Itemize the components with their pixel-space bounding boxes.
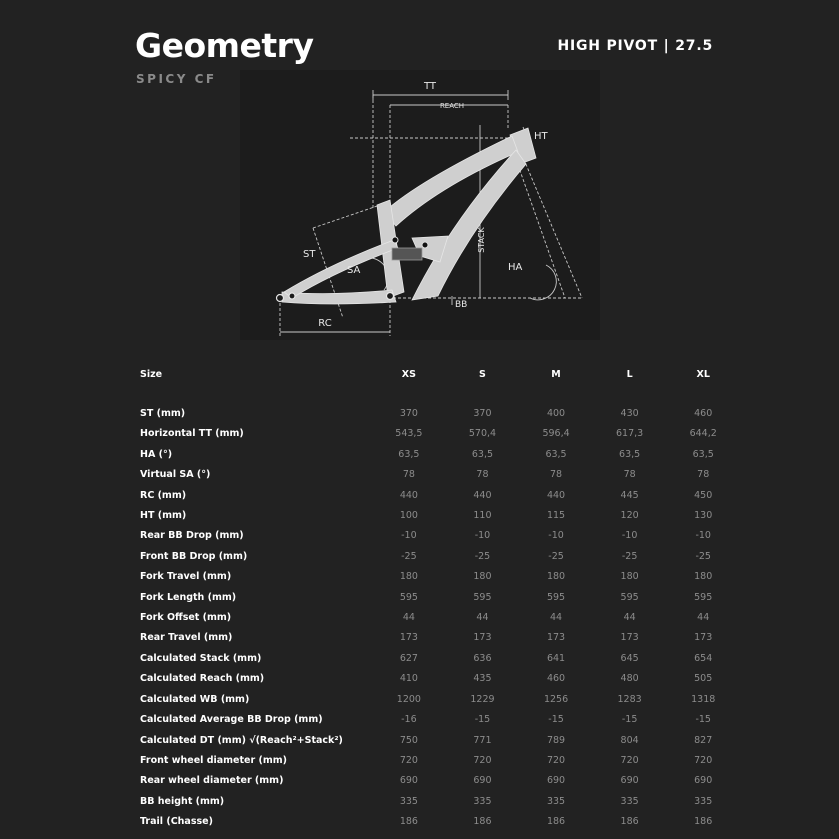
cell-value: 78 xyxy=(402,469,415,481)
cell-value: 690 xyxy=(399,775,418,787)
cell-value: -15 xyxy=(474,714,491,726)
table-row xyxy=(130,445,740,465)
cell-value: 63,5 xyxy=(619,448,641,460)
cell-value: -10 xyxy=(401,530,417,542)
cell-value: -15 xyxy=(695,714,711,726)
cell-value: 130 xyxy=(694,510,713,522)
cell-value: 370 xyxy=(399,408,418,419)
ha-label: HA xyxy=(508,262,523,273)
cell-value: 370 xyxy=(473,408,492,419)
cell-value: -25 xyxy=(621,550,638,562)
cell-value: 570,4 xyxy=(468,428,497,440)
cell-value: 1283 xyxy=(617,693,642,705)
table-row xyxy=(130,588,740,608)
cell-value: 636 xyxy=(473,652,492,664)
cell-value: 627 xyxy=(399,652,418,664)
row-label: Horizontal TT (mm) xyxy=(140,428,244,440)
table-row xyxy=(130,567,740,587)
row-label: HT (mm) xyxy=(140,510,187,522)
row-label: Fork Offset (mm) xyxy=(140,612,232,624)
platform-badge: HIGH PIVOT | 27.5 xyxy=(557,38,713,54)
cell-value: 595 xyxy=(546,591,566,603)
size-header-xs: XS xyxy=(401,368,416,380)
page-title: Geometry xyxy=(135,26,314,65)
cell-value: 789 xyxy=(546,734,566,746)
cell-value: 173 xyxy=(399,632,418,644)
sa-label: SA xyxy=(347,265,361,276)
cell-value: 827 xyxy=(694,734,713,746)
row-label: Calculated Stack (mm) xyxy=(140,652,262,664)
stack-label: STACK xyxy=(477,227,486,253)
table-row xyxy=(130,812,740,832)
cell-value: 173 xyxy=(473,632,492,644)
table-row xyxy=(130,669,740,689)
table-row xyxy=(130,690,740,710)
cell-value: 115 xyxy=(546,510,566,522)
cell-value: -15 xyxy=(548,714,564,726)
cell-value: -25 xyxy=(401,550,417,562)
cell-value: 460 xyxy=(694,408,713,419)
ht-label: HT xyxy=(534,131,548,142)
row-label: BB height (mm) xyxy=(140,795,225,807)
cell-value: 435 xyxy=(473,673,492,685)
cell-value: 100 xyxy=(399,510,418,522)
cell-value: -15 xyxy=(621,714,638,726)
header-spacer xyxy=(130,386,740,404)
table-row xyxy=(130,792,740,812)
row-label: Calculated Average BB Drop (mm) xyxy=(140,714,323,726)
cell-value: 750 xyxy=(399,734,418,746)
row-label: Rear wheel diameter (mm) xyxy=(140,775,284,787)
row-label: Trail (Chasse) xyxy=(140,816,213,828)
cell-value: 771 xyxy=(473,734,492,746)
row-label: RC (mm) xyxy=(140,489,187,501)
row-label: Front wheel diameter (mm) xyxy=(140,754,287,766)
cell-value: 720 xyxy=(399,754,418,766)
cell-value: 480 xyxy=(620,673,639,685)
row-label: Virtual SA (°) xyxy=(140,469,211,481)
cell-value: 186 xyxy=(473,816,492,828)
table-row xyxy=(130,424,740,444)
cell-value: 450 xyxy=(694,489,713,501)
row-label: Calculated DT (mm) √(Reach²+Stack²) xyxy=(140,734,343,746)
size-header-row xyxy=(130,364,740,386)
cell-value: 173 xyxy=(620,632,639,644)
size-header-l: L xyxy=(626,368,633,380)
cell-value: 440 xyxy=(399,489,418,501)
cell-value: -16 xyxy=(401,714,417,726)
cell-value: 804 xyxy=(620,734,639,746)
cell-value: 440 xyxy=(546,489,566,501)
table-row xyxy=(130,506,740,526)
cell-value: 180 xyxy=(473,571,492,583)
bb-label: BB xyxy=(455,300,468,310)
cell-value: -25 xyxy=(695,550,711,562)
size-header-s: S xyxy=(479,368,486,380)
cell-value: 690 xyxy=(694,775,713,787)
cell-value: -10 xyxy=(548,530,564,542)
reach-label: REACH xyxy=(439,102,465,110)
cell-value: -10 xyxy=(621,530,638,542)
row-label: Fork Travel (mm) xyxy=(140,571,232,583)
cell-value: 595 xyxy=(694,591,713,603)
table-row xyxy=(130,486,740,506)
cell-value: 110 xyxy=(473,510,492,522)
cell-value: -10 xyxy=(474,530,491,542)
table-row xyxy=(130,751,740,771)
cell-value: 1318 xyxy=(691,693,716,705)
cell-value: 1229 xyxy=(470,693,495,705)
cell-value: 78 xyxy=(623,469,636,481)
row-label: Calculated Reach (mm) xyxy=(140,673,265,685)
table-row xyxy=(130,547,740,567)
geometry-diagram xyxy=(240,70,600,340)
rc-label: RC xyxy=(318,318,332,329)
row-label: ST (mm) xyxy=(140,408,186,419)
cell-value: 78 xyxy=(476,469,489,481)
cell-value: 400 xyxy=(546,408,566,419)
row-label: Fork Length (mm) xyxy=(140,591,237,603)
cell-value: 180 xyxy=(620,571,639,583)
cell-value: 173 xyxy=(546,632,566,644)
cell-value: -10 xyxy=(695,530,711,542)
tt-label: TT xyxy=(423,81,437,92)
cell-value: 410 xyxy=(399,673,418,685)
row-label: Rear BB Drop (mm) xyxy=(140,530,244,542)
cell-value: 63,5 xyxy=(692,448,714,460)
table-row xyxy=(130,649,740,669)
cell-value: 645 xyxy=(620,652,639,664)
cell-value: 180 xyxy=(694,571,713,583)
cell-value: 440 xyxy=(473,489,492,501)
table-row xyxy=(130,771,740,791)
table-row xyxy=(130,526,740,546)
cell-value: 173 xyxy=(694,632,713,644)
cell-value: 120 xyxy=(620,510,639,522)
cell-value: 186 xyxy=(546,816,566,828)
cell-value: 180 xyxy=(399,571,418,583)
cell-value: 63,5 xyxy=(545,448,567,460)
table-row xyxy=(130,608,740,628)
cell-value: 44 xyxy=(549,612,563,624)
cell-value: 186 xyxy=(694,816,713,828)
table-row xyxy=(130,465,740,485)
cell-value: 690 xyxy=(546,775,566,787)
cell-value: 78 xyxy=(549,469,563,481)
cell-value: 596,4 xyxy=(542,428,570,440)
bike-frame-diagram xyxy=(240,70,600,340)
cell-value: 44 xyxy=(697,612,710,624)
cell-value: 617,3 xyxy=(616,428,644,440)
cell-value: 1200 xyxy=(396,693,421,705)
cell-value: 44 xyxy=(623,612,636,624)
cell-value: 335 xyxy=(694,795,713,807)
table-row xyxy=(130,404,740,424)
cell-value: 186 xyxy=(399,816,418,828)
cell-value: 335 xyxy=(546,795,566,807)
cell-value: 335 xyxy=(473,795,492,807)
cell-value: 641 xyxy=(546,652,566,664)
cell-value: 595 xyxy=(620,591,639,603)
table-row xyxy=(130,710,740,730)
cell-value: 78 xyxy=(697,469,710,481)
cell-value: 44 xyxy=(476,612,489,624)
cell-value: 1256 xyxy=(543,693,569,705)
table-row xyxy=(130,731,740,751)
row-label: HA (°) xyxy=(140,448,173,460)
row-label: Rear Travel (mm) xyxy=(140,632,233,644)
cell-value: 335 xyxy=(620,795,639,807)
cell-value: -25 xyxy=(548,550,564,562)
cell-value: 690 xyxy=(473,775,492,787)
cell-value: 63,5 xyxy=(471,448,494,460)
cell-value: 595 xyxy=(399,591,418,603)
cell-value: 460 xyxy=(546,673,566,685)
row-label: Front BB Drop (mm) xyxy=(140,550,248,562)
cell-value: 720 xyxy=(694,754,713,766)
cell-value: 720 xyxy=(620,754,639,766)
size-header-xl: XL xyxy=(696,368,710,380)
cell-value: 180 xyxy=(546,571,566,583)
size-column-header: Size xyxy=(140,368,163,380)
cell-value: -25 xyxy=(474,550,491,562)
cell-value: 63,5 xyxy=(398,448,420,460)
cell-value: 430 xyxy=(620,408,639,419)
cell-value: 505 xyxy=(694,673,713,685)
cell-value: 543,5 xyxy=(395,428,423,440)
geometry-table xyxy=(130,364,740,833)
cell-value: 445 xyxy=(620,489,639,501)
cell-value: 720 xyxy=(473,754,492,766)
cell-value: 720 xyxy=(546,754,566,766)
cell-value: 654 xyxy=(694,652,713,664)
size-header-m: M xyxy=(551,368,561,380)
cell-value: 595 xyxy=(473,591,492,603)
table-row xyxy=(130,628,740,648)
st-label: ST xyxy=(303,249,316,260)
cell-value: 690 xyxy=(620,775,639,787)
cell-value: 44 xyxy=(402,612,415,624)
cell-value: 644,2 xyxy=(689,428,717,440)
cell-value: 186 xyxy=(620,816,639,828)
model-subtitle: SPICY CF xyxy=(136,72,217,86)
cell-value: 335 xyxy=(399,795,418,807)
geometry-table-body xyxy=(130,404,740,833)
row-label: Calculated WB (mm) xyxy=(140,693,250,705)
